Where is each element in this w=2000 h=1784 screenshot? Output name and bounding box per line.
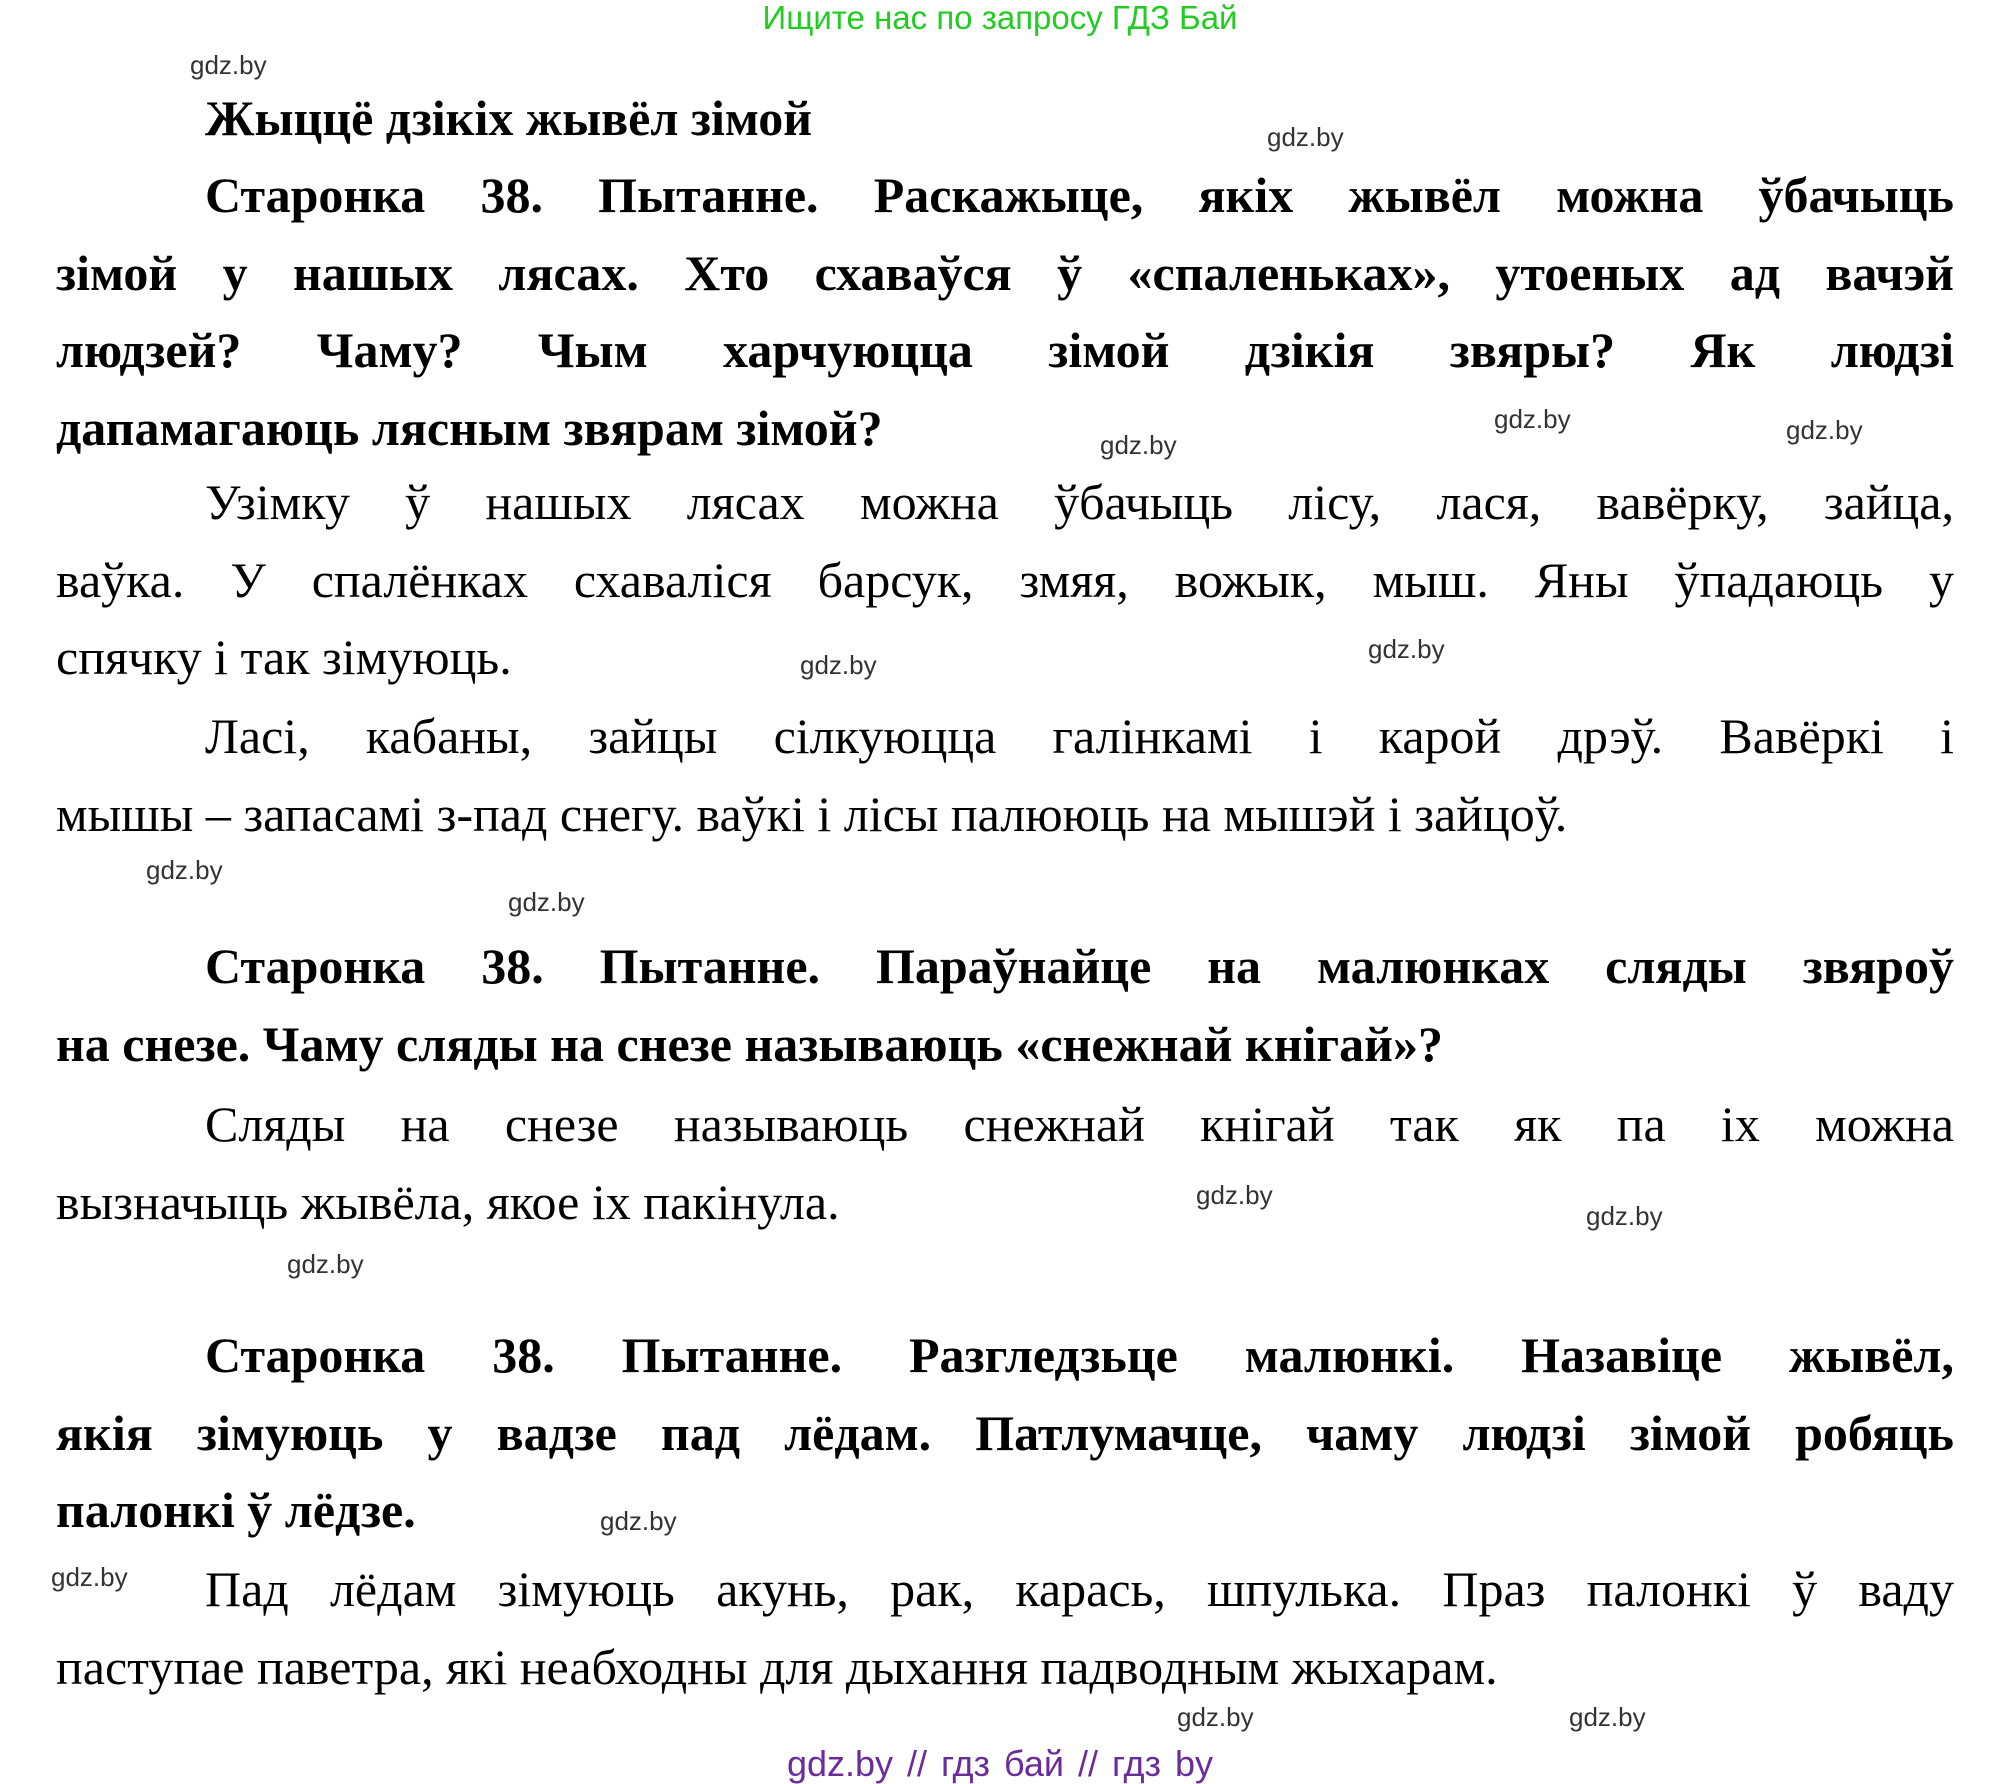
watermark: gdz.by xyxy=(1368,634,1445,664)
text-line: дапамагаюць лясным звярам зімой? xyxy=(56,399,883,456)
text-line: паступае паветра, які неабходны для дыхання падводным жыхарам. xyxy=(56,1638,1498,1695)
text-line: Узімку ў нашых лясах можна ўбачыць лісу, лася, вавёрку, зайца, xyxy=(205,474,1954,530)
watermark: gdz.by xyxy=(190,50,267,80)
page-title xyxy=(56,80,1954,158)
watermark: gdz.by xyxy=(1494,404,1571,434)
text-line: Сляды на снезе называюць снежнай кнігай так як па іх можна xyxy=(205,1096,1954,1152)
answer-3 xyxy=(56,1551,1954,1706)
title-line: Жыццё дзікіх жывёл зімой xyxy=(205,90,813,146)
text-line: Старонка 38. Пытанне. Параўнайце на малюнках сляды звяроў xyxy=(205,938,1954,994)
question-2 xyxy=(56,928,1954,1083)
answer-2 xyxy=(56,1086,1954,1241)
text-line: палонкі ў лёдзе. xyxy=(56,1482,416,1538)
watermark: gdz.by xyxy=(600,1506,677,1536)
watermark: gdz.by xyxy=(1586,1201,1663,1231)
question-1 xyxy=(56,157,1954,467)
answer-1 xyxy=(56,464,1954,697)
watermark: gdz.by xyxy=(1786,415,1863,445)
watermark: gdz.by xyxy=(1177,1702,1254,1732)
watermark: gdz.by xyxy=(1100,430,1177,460)
text-line: людзей? Чаму? Чым харчуюцца зімой дзікія звяры? Як людзі xyxy=(56,322,1954,378)
text-line: на снезе. Чаму сляды на снезе называюць «снежнай кнігай»? xyxy=(56,1015,1443,1072)
watermark: gdz.by xyxy=(1267,122,1344,152)
text-line: Ласі, кабаны, зайцы сілкуюцца галінкамі і карой дрэў. Вавёркі і xyxy=(205,708,1954,764)
text-line: Старонка 38. Пытанне. Разгледзьце малюнкі. Назавіце жывёл, xyxy=(205,1327,1954,1383)
text-line: зімой у нашых лясах. Хто схаваўся ў «спаленьках», утоеных ад вачэй xyxy=(56,244,1954,301)
watermark: gdz.by xyxy=(287,1249,364,1279)
text-line: якія зімуюць у вадзе пад лёдам. Патлумачце, чаму людзі зімой робяць xyxy=(56,1404,1954,1461)
watermark: gdz.by xyxy=(146,855,223,885)
text-line: Пад лёдам зімуюць акунь, рак, карась, шпулька. Праз палонкі ў ваду xyxy=(205,1561,1954,1617)
watermark: gdz.by xyxy=(1196,1180,1273,1210)
text-line: вызначыць жывёла, якое іх пакінула. xyxy=(56,1173,840,1230)
text-line: спячку і так зімуюць. xyxy=(56,629,512,685)
watermark: gdz.by xyxy=(51,1562,128,1592)
text-line: мышы – запасамі з-пад снегу. ваўкі і лісы палююць на мышэй і зайцоў. xyxy=(56,785,1568,842)
watermark: gdz.by xyxy=(508,887,585,917)
search-banner: Ищите нас по запросу ГДЗ Бай xyxy=(762,0,1238,36)
footer-links: gdz.by // гдз бай // гдз by xyxy=(786,1743,1214,1784)
question-3 xyxy=(56,1317,1954,1550)
answer-1-continued xyxy=(56,698,1954,853)
watermark: gdz.by xyxy=(800,650,877,680)
watermark: gdz.by xyxy=(1569,1702,1646,1732)
text-line: Старонка 38. Пытанне. Раскажыце, якіх жывёл можна ўбачыць xyxy=(205,167,1954,223)
text-line: ваўка. У спалёнках схаваліся барсук, змяя, вожык, мыш. Яны ўпадаюць у xyxy=(56,551,1954,608)
